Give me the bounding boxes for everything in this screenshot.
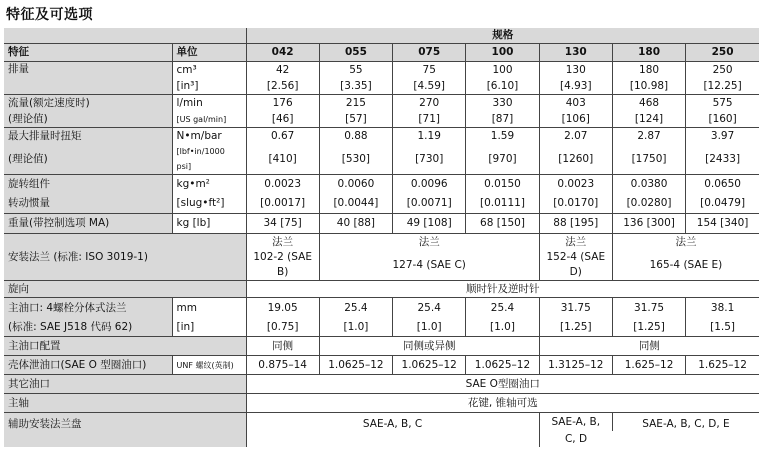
- main-port-standard: (标准: SAE J518 代码 62): [4, 318, 172, 337]
- drain-unit: UNF 螺纹(英制): [172, 356, 246, 375]
- main-port-row-1: [4, 298, 759, 319]
- main-port-label: 主油口: 4螺栓分体式法兰: [4, 298, 172, 319]
- table-cell: [10.98]: [612, 78, 685, 95]
- table-cell: 180: [612, 62, 685, 79]
- table-cell: [1.0]: [466, 318, 539, 337]
- table-cell: 0.0023: [246, 175, 319, 195]
- flow-unit: l/min: [172, 95, 246, 112]
- size-header: 100: [466, 44, 539, 62]
- table-cell: [0.0044]: [319, 194, 392, 214]
- table-cell: 3.97: [686, 128, 759, 145]
- flow-row-1: [4, 95, 759, 112]
- shaft-value: 花键, 锥轴可选: [246, 394, 759, 413]
- table-cell: 0.875–14: [246, 356, 319, 375]
- table-cell: [1.0]: [319, 318, 392, 337]
- table-cell: 468: [612, 95, 685, 112]
- table-cell: 31.75: [539, 298, 612, 319]
- table-cell: [124]: [612, 111, 685, 128]
- table-cell: [0.0170]: [539, 194, 612, 214]
- torque-label: 最大排量时扭矩: [4, 128, 172, 145]
- table-cell: 49 [108]: [393, 214, 466, 234]
- table-cell: 100: [466, 62, 539, 79]
- displacement-unit: cm³: [172, 62, 246, 79]
- size-header: 075: [393, 44, 466, 62]
- table-cell: 130: [539, 62, 612, 79]
- aux-group: SAE-A, B, C, D, E: [612, 413, 759, 448]
- port-config-group: 同侧: [539, 337, 759, 356]
- header-spec-row: [4, 28, 759, 44]
- flange-group-bottom: 165-4 (SAE E): [649, 258, 723, 271]
- table-cell: [71]: [393, 111, 466, 128]
- flange-row-1: [4, 234, 759, 251]
- flange-group-top: 法兰: [612, 234, 759, 251]
- flange-group-top: 法兰: [319, 234, 539, 251]
- table-cell: 1.0625–12: [466, 356, 539, 375]
- inertia-label-moment: 转动惯量: [4, 194, 172, 214]
- flange-group-bottom: 127-4 (SAE C): [319, 250, 539, 281]
- table-cell: 403: [539, 95, 612, 112]
- table-cell: 215: [319, 95, 392, 112]
- torque-unit-imperial: [lbf•in/1000 psi]: [172, 144, 246, 175]
- torque-unit: N•m/bar: [172, 128, 246, 145]
- flange-group-bottom: 152-4 (SAE D): [539, 250, 612, 281]
- main-port-row-2: [4, 318, 759, 337]
- table-cell: 42: [246, 62, 319, 79]
- table-cell: 330: [466, 95, 539, 112]
- table-cell: [0.0071]: [393, 194, 466, 214]
- table-cell: [1.25]: [612, 318, 685, 337]
- table-cell: 38.1: [686, 298, 759, 319]
- port-config-group: 同侧: [246, 337, 319, 356]
- table-cell: [3.35]: [319, 78, 392, 95]
- size-header: 180: [612, 44, 685, 62]
- flow-label-theoretical: (理论值): [4, 111, 172, 128]
- flange-group-top: 法兰: [539, 234, 612, 251]
- other-ports-row: [4, 375, 759, 394]
- table-cell: [0.0280]: [612, 194, 685, 214]
- inertia-label: 旋转组件: [4, 175, 172, 195]
- size-header: 042: [246, 44, 319, 62]
- table-cell: 0.0150: [466, 175, 539, 195]
- table-cell: [0.0017]: [246, 194, 319, 214]
- table-cell: 250: [686, 62, 759, 79]
- table-cell: 1.0625–12: [393, 356, 466, 375]
- table-cell: [2433]: [705, 152, 741, 165]
- features-table: [4, 28, 759, 447]
- table-cell: [6.10]: [466, 78, 539, 95]
- table-cell: 1.19: [393, 128, 466, 145]
- table-cell: [2.56]: [246, 78, 319, 95]
- table-cell: 40 [88]: [319, 214, 392, 234]
- table-cell: 68 [150]: [466, 214, 539, 234]
- table-cell: [46]: [246, 111, 319, 128]
- table-cell: [57]: [319, 111, 392, 128]
- size-header: 130: [539, 44, 612, 62]
- torque-label-theoretical: (理论值): [4, 144, 172, 175]
- rotation-label: 旋向: [4, 281, 246, 298]
- table-cell: [106]: [539, 111, 612, 128]
- table-cell: 1.625–12: [612, 356, 685, 375]
- table-cell: 1.3125–12: [539, 356, 612, 375]
- table-cell: 2.87: [612, 128, 685, 145]
- table-cell: 25.4: [466, 298, 539, 319]
- table-cell: 55: [319, 62, 392, 79]
- unit-header: 单位: [172, 44, 246, 62]
- header-sizes-row: [4, 44, 759, 62]
- table-cell: [1750]: [612, 144, 685, 175]
- table-cell: 0.0380: [612, 175, 685, 195]
- displacement-row-1: [4, 62, 759, 79]
- table-cell: [160]: [708, 112, 737, 125]
- table-cell: 34 [75]: [246, 214, 319, 234]
- table-cell: 2.07: [539, 128, 612, 145]
- main-port-unit: mm: [172, 298, 246, 319]
- table-cell: 0.0060: [319, 175, 392, 195]
- table-cell: 270: [393, 95, 466, 112]
- table-cell: [87]: [466, 111, 539, 128]
- table-cell: [0.0111]: [466, 194, 539, 214]
- port-config-row: [4, 337, 759, 356]
- table-cell: [1.5]: [710, 320, 736, 333]
- displacement-unit-imperial: [in³]: [172, 78, 246, 95]
- table-cell: 0.0023: [539, 175, 612, 195]
- size-header: 055: [319, 44, 392, 62]
- flow-label: 流量(额定速度时): [4, 95, 172, 112]
- table-cell: 1.625–12: [686, 356, 759, 375]
- table-cell: [4.93]: [539, 78, 612, 95]
- inertia-unit: kg•m²: [172, 175, 246, 195]
- other-ports-value: SAE O型圈油口: [246, 375, 759, 394]
- displacement-label: 排量: [4, 62, 172, 95]
- inertia-row-2: [4, 194, 759, 214]
- aux-group-cont: C, D: [564, 432, 588, 445]
- table-cell: 0.88: [319, 128, 392, 145]
- table-cell: 0.0650: [686, 175, 759, 195]
- table-cell: 25.4: [319, 298, 392, 319]
- rotation-value: 顺时针及逆时针: [246, 281, 759, 298]
- inertia-unit-imperial: [slug•ft²]: [172, 194, 246, 214]
- inertia-row-1: [4, 175, 759, 195]
- table-cell: [410]: [246, 144, 319, 175]
- drain-row: [4, 356, 759, 375]
- aux-group: SAE-A, B,: [539, 413, 612, 432]
- table-cell: 0.0096: [393, 175, 466, 195]
- table-cell: 31.75: [612, 298, 685, 319]
- table-cell: 19.05: [246, 298, 319, 319]
- table-cell: 575: [686, 95, 759, 112]
- aux-row-1: [4, 413, 759, 432]
- shaft-row: [4, 394, 759, 413]
- drain-label: 壳体泄油口(SAE O 型圈油口): [4, 356, 172, 375]
- table-cell: 1.0625–12: [319, 356, 392, 375]
- aux-group: SAE-A, B, C: [246, 413, 539, 448]
- flange-label: 安装法兰 (标准: ISO 3019-1): [4, 234, 246, 281]
- flow-row-2: [4, 111, 759, 128]
- port-config-label: 主油口配置: [4, 337, 246, 356]
- table-cell: [730]: [393, 144, 466, 175]
- table-cell: 154 [340]: [686, 214, 759, 234]
- torque-row-1: [4, 128, 759, 145]
- feature-header: 特征: [4, 44, 172, 62]
- other-ports-label: 其它油口: [4, 375, 246, 394]
- torque-row-2: [4, 144, 759, 175]
- table-cell: [0.75]: [246, 318, 319, 337]
- table-cell: [1.0]: [393, 318, 466, 337]
- table-cell: 136 [300]: [612, 214, 685, 234]
- table-cell: [530]: [319, 144, 392, 175]
- table-cell: 25.4: [393, 298, 466, 319]
- table-cell: 75: [393, 62, 466, 79]
- spec-header: 规格: [492, 29, 514, 41]
- table-cell: 88 [195]: [539, 214, 612, 234]
- page-title: 特征及可选项: [6, 7, 93, 23]
- port-config-group: 同侧或异侧: [319, 337, 539, 356]
- table-cell: [1.25]: [539, 318, 612, 337]
- table-cell: 176: [246, 95, 319, 112]
- weight-row: [4, 214, 759, 234]
- weight-unit: kg [lb]: [172, 214, 246, 234]
- shaft-label: 主轴: [4, 394, 246, 413]
- main-port-unit-imperial: [in]: [172, 318, 246, 337]
- table-cell: [970]: [466, 144, 539, 175]
- table-cell: [0.0479]: [700, 197, 746, 209]
- flange-group-top: 法兰: [246, 234, 319, 251]
- table-cell: [4.59]: [393, 78, 466, 95]
- table-cell: [12.25]: [703, 79, 742, 92]
- table-cell: 1.59: [466, 128, 539, 145]
- table-cell: [1260]: [539, 144, 612, 175]
- aux-label: 辅助安装法兰盘: [4, 413, 246, 448]
- rotation-row: [4, 281, 759, 298]
- weight-label: 重量(带控制选项 MA): [4, 214, 172, 234]
- flange-group-bottom: 102-2 (SAE B): [246, 250, 319, 281]
- size-header: 250: [686, 44, 759, 62]
- flow-unit-imperial: [US gal/min]: [172, 111, 246, 128]
- table-cell: 0.67: [246, 128, 319, 145]
